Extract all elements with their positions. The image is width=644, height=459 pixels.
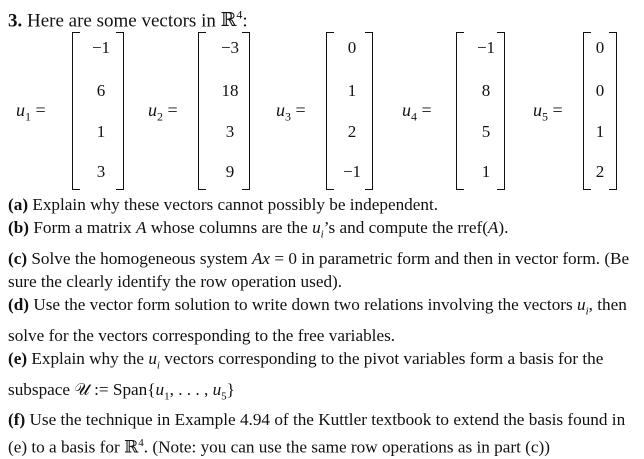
vector-entry: 2 [347,122,357,141]
vector-entry: 1 [347,81,357,100]
vector-entry: −1 [342,162,362,181]
problem-heading: 3. Here are some vectors in ℝ$^4$: [8,8,248,32]
heading-space: ℝ$^4$ [220,8,243,32]
vector-entry: 0 [347,38,357,57]
problem-number: 3. [8,10,23,32]
vector-entry: 0 [595,81,605,100]
vector-entry: 0 [595,38,605,57]
vector-entry: 9 [225,162,235,181]
part-a: (a) Explain why these vectors cannot possibly be independent. [8,195,439,214]
heading-text: Here are some vectors in [27,10,216,32]
right-bracket [609,32,617,190]
vector-entry: −1 [476,38,496,57]
part-b: (b) Form a matrix A whose columns are the $u_i’s$ and compute the rref(A). [8,218,509,241]
part-c: (c) Solve the homogeneous system Ax = 0 in parametric form and then in vector form. (Be sure the clearly identify the row operation used). [8,248,630,292]
vector-entry: 3 [96,162,106,181]
vector-entry: 6 [96,81,106,100]
vector-label: $u_2$ = [148,100,178,124]
part-d: (d) Use the vector form solution to write down two relations involving the vectors $u_i$, then solve for the vectors corresponding to the free variables. [8,295,627,345]
vector-entry: 8 [481,81,491,100]
vector-entry: 1 [481,162,491,181]
vector-entry: 1 [96,122,106,141]
vector-entry: 18 [221,81,239,100]
vector-entry: 5 [481,122,491,141]
problem-parts [8,193,640,459]
part-e: (e) Explain why the $u_i$ vectors corresponding to the pivot variables form a basis for the subspace 𝒰 := $Span\{u_1$, . . . , $u_5$} [8,349,604,403]
vector-label: $u_3$ = [276,100,306,124]
vector-label: $u_5$ = [533,100,563,124]
right-bracket [497,32,505,190]
right-bracket [242,32,250,190]
vector-list [0,32,644,190]
right-bracket [116,32,124,190]
vector-entry: 2 [595,162,605,181]
vector-entry: −1 [91,38,111,57]
vector-label: $u_1$ = [16,100,46,124]
right-bracket [365,32,373,190]
vector-entry: −3 [220,38,240,57]
vector-entry: 3 [225,122,235,141]
vector-label: $u_4$ = [402,100,432,124]
vector-entry: 1 [595,122,605,141]
part-f: (f) Use the technique in Example 4.94 of the Kuttler textbook to extend the basis found in (e) to a basis for ℝ$^4$. (Note: you can use the same row operations as in part (c)) [8,410,626,457]
